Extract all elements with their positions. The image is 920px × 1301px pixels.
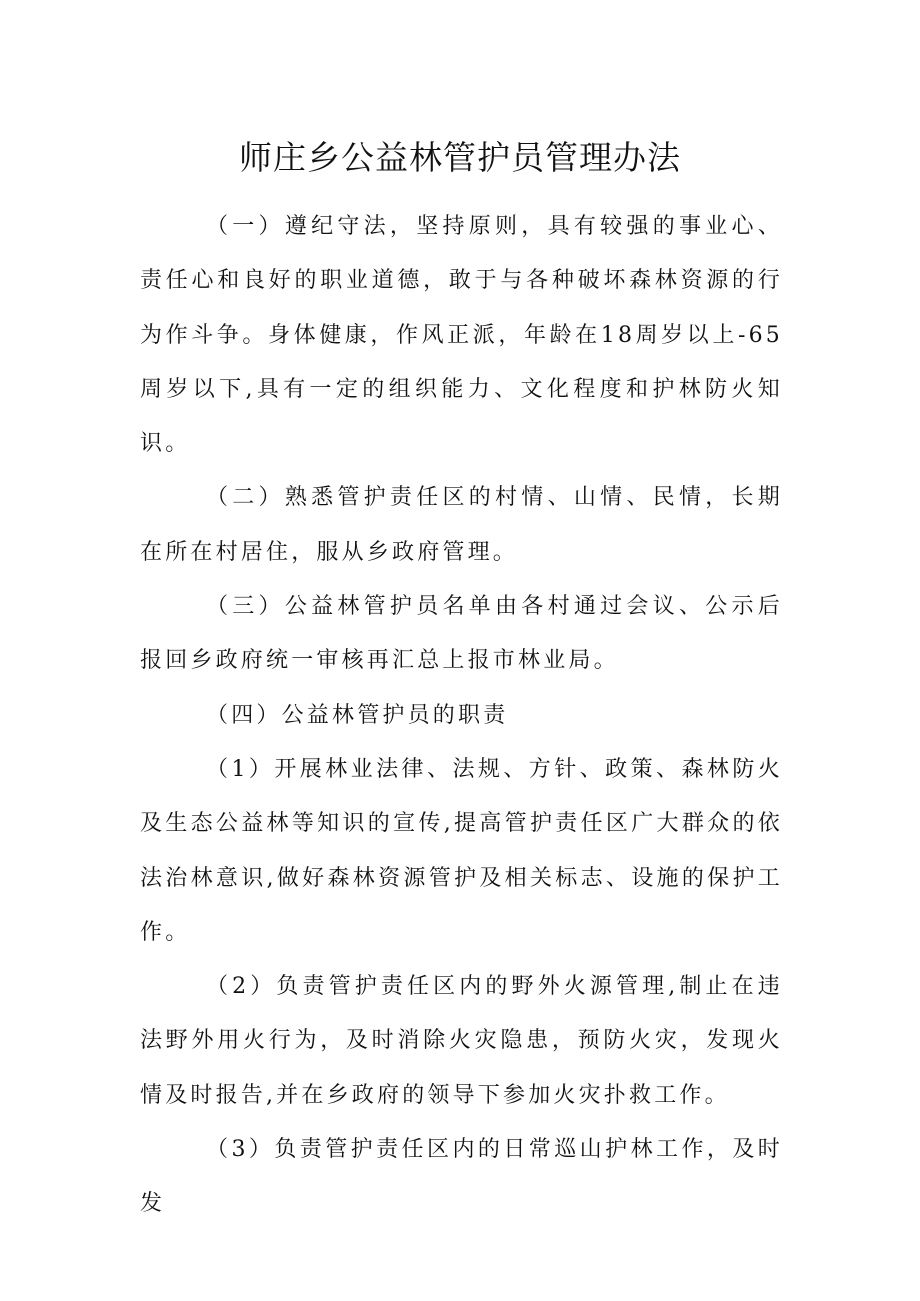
paragraph-3: （三）公益林管护员名单由各村通过会议、公示后报回乡政府统一审核再汇总上报市林业局。 <box>140 594 783 674</box>
paragraph-4: （四）公益林管护员的职责 <box>206 702 509 728</box>
paragraph-6: （2）负责管护责任区内的野外火源管理,制止在违法野外用火行为，及时消除火灾隐患，预防火灾，发现火情及时报告,并在乡政府的领导下参加火灾扑救工作。 <box>140 974 783 1108</box>
paragraph-5: （1）开展林业法律、法规、方针、政策、森林防火及生态公益林等知识的宣传,提高管护责任区广大群众的依法治林意识,做好森林资源管护及相关标志、设施的保护工作。 <box>140 756 783 945</box>
paragraph-1: （一）遵纪守法，坚持原则，具有较强的事业心、责任心和良好的职业道德，敢于与各种破坏森林资源的行为作斗争。身体健康，作风正派，年龄在18周岁以上-65周岁以下,具有一定的组织能力、文化程度和护林防火知识。 <box>140 214 783 457</box>
paragraph-7: （3）负责管护责任区内的日常巡山护林工作，及时发 <box>140 1137 783 1217</box>
document-body <box>140 200 783 1232</box>
document-title: 师庄乡公益林管护员管理办法 <box>239 138 681 177</box>
paragraph-2: （二）熟悉管护责任区的村情、山情、民情，长期在所在村居住，服从乡政府管理。 <box>140 485 783 565</box>
